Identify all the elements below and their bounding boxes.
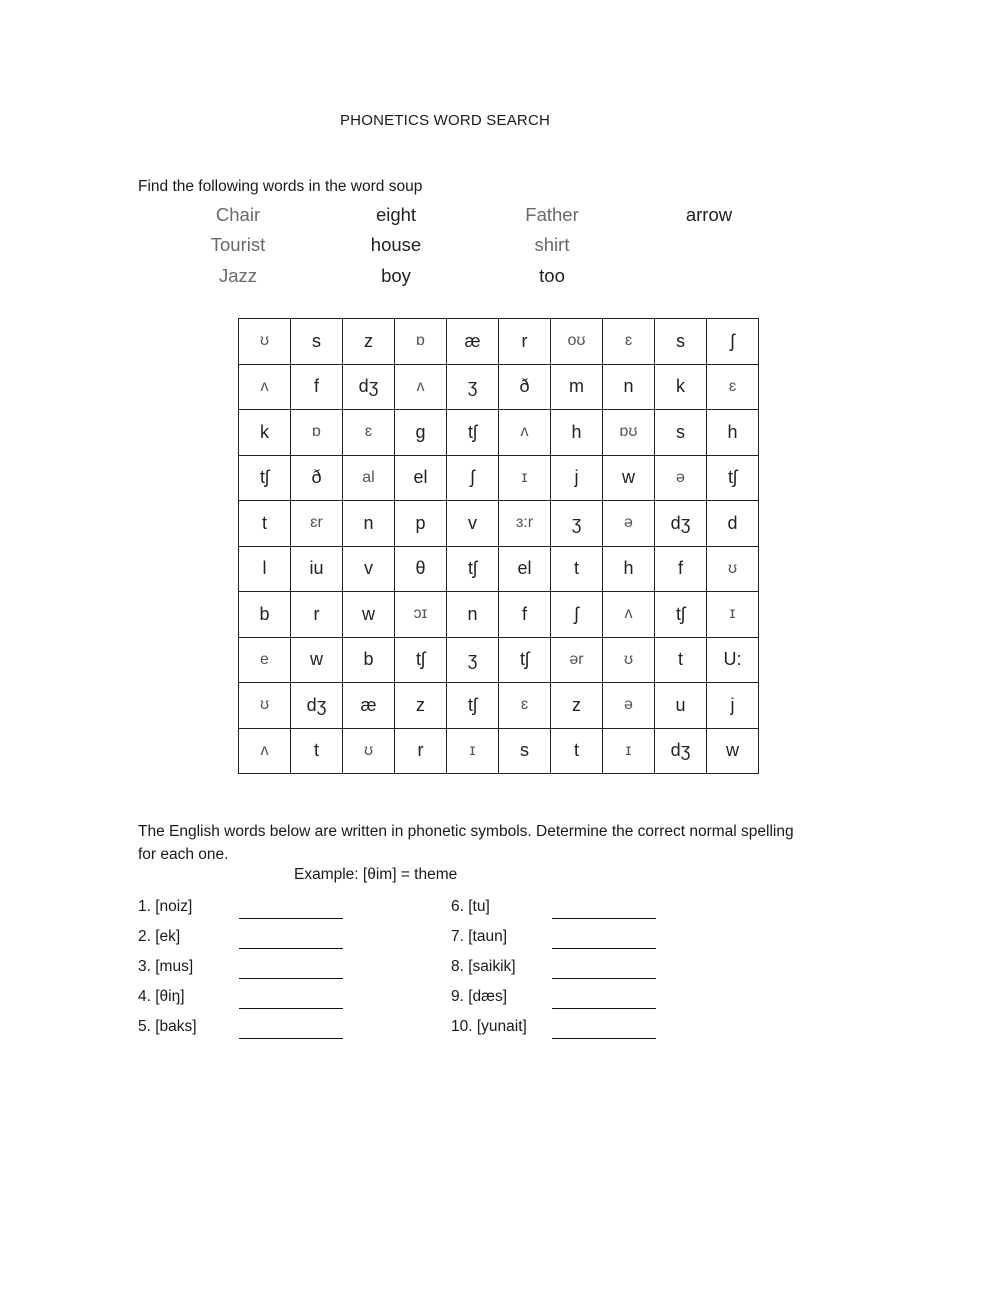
word-search-grid <box>238 318 759 774</box>
grid-cell: f <box>655 546 707 592</box>
word-item: Father <box>525 204 579 225</box>
grid-row <box>239 319 759 365</box>
grid-cell: tʃ <box>499 637 551 683</box>
grid-cell: ʃ <box>551 592 603 638</box>
answer-blank-line[interactable] <box>552 978 656 979</box>
grid-cell: n <box>447 592 499 638</box>
grid-cell: ʊ <box>603 637 655 683</box>
answer-blank-line[interactable] <box>239 1038 343 1039</box>
word-item: too <box>539 265 565 286</box>
grid-cell: ʊ <box>239 319 291 365</box>
grid-cell: t <box>551 728 603 774</box>
grid-cell: ʃ <box>447 455 499 501</box>
exercise-item: 4. [θiŋ] <box>138 988 185 1005</box>
grid-cell: h <box>551 410 603 456</box>
grid-row <box>239 683 759 729</box>
grid-cell: k <box>655 364 707 410</box>
exercise-intro: The English words below are written in phonetic symbols. Determine the correct normal spelling for each one. <box>138 823 794 863</box>
grid-cell: dʒ <box>291 683 343 729</box>
word-item: Jazz <box>218 265 258 286</box>
answer-blank-line[interactable] <box>552 918 656 919</box>
exercise-item: 9. [dæs] <box>451 988 507 1005</box>
word-item: arrow <box>685 204 733 225</box>
grid-cell: t <box>655 637 707 683</box>
grid-cell: ʒ <box>551 501 603 547</box>
grid-cell: ʊ <box>239 683 291 729</box>
grid-cell: ʒ <box>447 364 499 410</box>
grid-cell: ɪ <box>603 728 655 774</box>
grid-cell: h <box>603 546 655 592</box>
grid-cell: tʃ <box>447 410 499 456</box>
grid-cell: n <box>603 364 655 410</box>
grid-cell: t <box>239 501 291 547</box>
grid-cell: m <box>551 364 603 410</box>
grid-cell: e <box>239 637 291 683</box>
grid-cell: b <box>343 637 395 683</box>
grid-cell: ʌ <box>395 364 447 410</box>
grid-cell: l <box>239 546 291 592</box>
answer-blank-line[interactable] <box>239 918 343 919</box>
grid-cell: tʃ <box>707 455 759 501</box>
grid-cell: f <box>291 364 343 410</box>
grid-cell: s <box>655 319 707 365</box>
grid-cell: ɒ <box>395 319 447 365</box>
grid-cell: el <box>499 546 551 592</box>
grid-cell: tʃ <box>447 683 499 729</box>
grid-cell: al <box>343 455 395 501</box>
word-item: shirt <box>534 234 570 255</box>
grid-cell: n <box>343 501 395 547</box>
grid-cell: dʒ <box>343 364 395 410</box>
grid-cell: dʒ <box>655 728 707 774</box>
grid-cell: ə <box>655 455 707 501</box>
exercise-item: 2. [ek] <box>138 928 181 945</box>
exercise-item: 10. [yunait] <box>451 1018 527 1035</box>
grid-row <box>239 728 759 774</box>
grid-cell: j <box>551 455 603 501</box>
grid-cell: ə <box>603 501 655 547</box>
grid-cell: v <box>343 546 395 592</box>
grid-cell: ʌ <box>239 728 291 774</box>
grid-cell: ər <box>551 637 603 683</box>
grid-cell: ʃ <box>707 319 759 365</box>
grid-cell: r <box>499 319 551 365</box>
instruction-text: Find the following words in the word soup <box>138 178 423 195</box>
grid-cell: ɛ <box>707 364 759 410</box>
grid-cell: ɛ <box>343 410 395 456</box>
grid-cell: tʃ <box>239 455 291 501</box>
grid-cell: p <box>395 501 447 547</box>
grid-cell: ɪ <box>707 592 759 638</box>
grid-cell: ə <box>603 683 655 729</box>
grid-cell: æ <box>447 319 499 365</box>
grid-cell: u <box>655 683 707 729</box>
word-item: house <box>370 234 422 255</box>
grid-cell: ɜ:r <box>499 501 551 547</box>
grid-cell: z <box>395 683 447 729</box>
grid-cell: h <box>707 410 759 456</box>
grid-cell: tʃ <box>447 546 499 592</box>
grid-cell: k <box>239 410 291 456</box>
grid-cell: tʃ <box>395 637 447 683</box>
grid-cell: ɪ <box>499 455 551 501</box>
grid-cell: ɛr <box>291 501 343 547</box>
word-item: Tourist <box>210 234 266 255</box>
page-title: PHONETICS WORD SEARCH <box>339 112 551 129</box>
grid-cell: θ <box>395 546 447 592</box>
grid-cell: z <box>343 319 395 365</box>
word-item: eight <box>375 204 417 225</box>
grid-row <box>239 501 759 547</box>
exercise-item: 1. [noiz] <box>138 898 193 915</box>
word-item: Chair <box>215 204 261 225</box>
grid-cell: z <box>551 683 603 729</box>
grid-cell: b <box>239 592 291 638</box>
grid-row <box>239 364 759 410</box>
grid-cell: w <box>707 728 759 774</box>
answer-blank-line[interactable] <box>239 978 343 979</box>
grid-cell: d <box>707 501 759 547</box>
exercise-item: 8. [saikik] <box>451 958 516 975</box>
grid-cell: s <box>291 319 343 365</box>
grid-cell: f <box>499 592 551 638</box>
grid-cell: w <box>291 637 343 683</box>
grid-row <box>239 592 759 638</box>
exercise-item: 7. [taun] <box>451 928 508 945</box>
grid-cell: ɔɪ <box>395 592 447 638</box>
grid-cell: dʒ <box>655 501 707 547</box>
grid-row <box>239 546 759 592</box>
grid-cell: æ <box>343 683 395 729</box>
grid-cell: U: <box>707 637 759 683</box>
grid-cell: s <box>499 728 551 774</box>
answer-blank-line[interactable] <box>239 948 343 949</box>
grid-cell: ð <box>291 455 343 501</box>
grid-cell: ʌ <box>603 592 655 638</box>
grid-cell: ɒʊ <box>603 410 655 456</box>
grid-cell: ð <box>499 364 551 410</box>
grid-cell: tʃ <box>655 592 707 638</box>
exercise-item: 6. [tu] <box>451 898 490 915</box>
grid-cell: t <box>551 546 603 592</box>
exercise-item: 3. [mus] <box>138 958 194 975</box>
grid-cell: ʊ <box>707 546 759 592</box>
grid-row <box>239 455 759 501</box>
grid-cell: t <box>291 728 343 774</box>
answer-blank-line[interactable] <box>552 1008 656 1009</box>
grid-cell: ʊ <box>343 728 395 774</box>
grid-cell: v <box>447 501 499 547</box>
grid-cell: ʌ <box>239 364 291 410</box>
exercise-item: 5. [baks] <box>138 1018 197 1035</box>
grid-cell: w <box>603 455 655 501</box>
grid-row <box>239 410 759 456</box>
grid-cell: j <box>707 683 759 729</box>
exercise-example: Example: [θim] = theme <box>294 866 458 883</box>
grid-cell: g <box>395 410 447 456</box>
grid-cell: ɛ <box>499 683 551 729</box>
answer-blank-line[interactable] <box>552 1038 656 1039</box>
grid-cell: r <box>291 592 343 638</box>
grid-cell: ɪ <box>447 728 499 774</box>
grid-cell: oʊ <box>551 319 603 365</box>
grid-cell: w <box>343 592 395 638</box>
grid-cell: el <box>395 455 447 501</box>
answer-blank-line[interactable] <box>552 948 656 949</box>
grid-cell: ɒ <box>291 410 343 456</box>
grid-row <box>239 637 759 683</box>
grid-cell: r <box>395 728 447 774</box>
grid-cell: s <box>655 410 707 456</box>
grid-cell: ɛ <box>603 319 655 365</box>
word-item: boy <box>381 265 411 286</box>
grid-cell: iu <box>291 546 343 592</box>
answer-blank-line[interactable] <box>239 1008 343 1009</box>
grid-cell: ʌ <box>499 410 551 456</box>
grid-cell: ʒ <box>447 637 499 683</box>
